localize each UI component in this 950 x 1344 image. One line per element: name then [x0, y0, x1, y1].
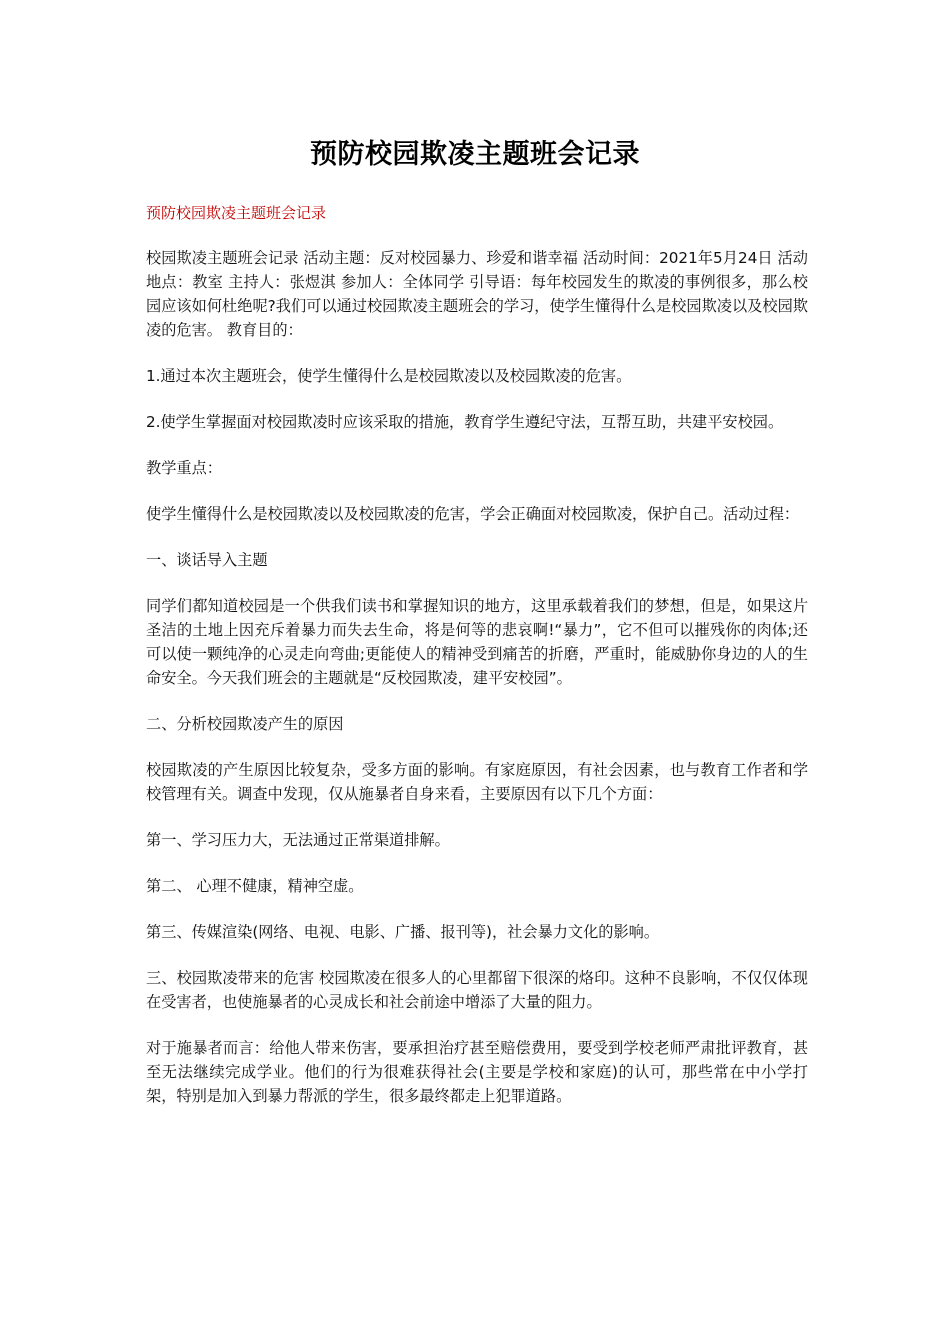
paragraph-goal-2: 2.使学生掌握面对校园欺凌时应该采取的措施，教育学生遵纪守法，互帮互助，共建平安校园。: [146, 413, 784, 431]
paragraph-section-3: 三、校园欺凌带来的危害 校园欺凌在很多人的心里都留下很深的烙印。这种不良影响，不仅仅体现在受害者，也使施暴者的心灵成长和社会前途中增添了大量的阻力。: [146, 969, 808, 1011]
list-item-reason-1: 第一、学习压力大，无法通过正常渠道排解。: [146, 831, 450, 849]
document-title: 预防校园欺凌主题班会记录: [310, 139, 640, 170]
paragraph-goal-1: 1.通过本次主题班会，使学生懂得什么是校园欺凌以及校园欺凌的危害。: [146, 367, 632, 385]
paragraph-perpetrator-harm: 对于施暴者而言：给他人带来伤害，要承担治疗甚至赔偿费用，要受到学校老师严肃批评教育，甚至无法继续完成学业。他们的行为很难获得社会(主要是学校和家庭)的认可，那些常在中小学打架，特别是加入到暴力帮派的学生，很多最终都走上犯罪道路。: [146, 1039, 808, 1105]
document-body: [146, 246, 808, 1130]
paragraph-section-2: 校园欺凌的产生原因比较复杂，受多方面的影响。有家庭原因，有社会因素，也与教育工作者和学校管理有关。调查中发现，仅从施暴者自身来看，主要原因有以下几个方面：: [146, 761, 808, 803]
list-item-reason-3: 第三、传媒渲染(网络、电视、电影、广播、报刊等)，社会暴力文化的影响。: [146, 923, 660, 941]
list-item-reason-2: 第二、 心理不健康，精神空虚。: [146, 877, 364, 895]
paragraph-key-points-heading: 教学重点：: [146, 459, 222, 477]
paragraph-intro: 校园欺凌主题班会记录 活动主题：反对校园暴力、珍爱和谐幸福 活动时间：2021年5月24日 活动地点：教室 主持人：张煜淇 参加人：全体同学 引导语：每年校园发生的欺凌的事例很多，那么校园应该如何杜绝呢?我们可以通过校园欺凌主题班会的学习，使学生懂得什么是校园欺凌以及校园欺凌的危害。 教育目的：: [146, 249, 808, 339]
section-heading-2: 二、分析校园欺凌产生的原因: [146, 715, 344, 733]
paragraph-key-points: 使学生懂得什么是校园欺凌以及校园欺凌的危害，学会正确面对校园欺凌，保护自己。活动过程：: [146, 505, 800, 523]
document-subtitle: 预防校园欺凌主题班会记录: [146, 204, 327, 222]
section-heading-1: 一、谈话导入主题: [146, 551, 268, 569]
paragraph-section-1: 同学们都知道校园是一个供我们读书和掌握知识的地方，这里承载着我们的梦想，但是，如果这片圣洁的土地上因充斥着暴力而失去生命，将是何等的悲哀啊!“暴力”，它不但可以摧残你的肉体;还可以使一颗纯净的心灵走向弯曲;更能使人的精神受到痛苦的折磨，严重时，能威胁你身边的人的生命安全。今天我们班会的主题就是“反校园欺凌，建平安校园”。: [146, 597, 808, 687]
